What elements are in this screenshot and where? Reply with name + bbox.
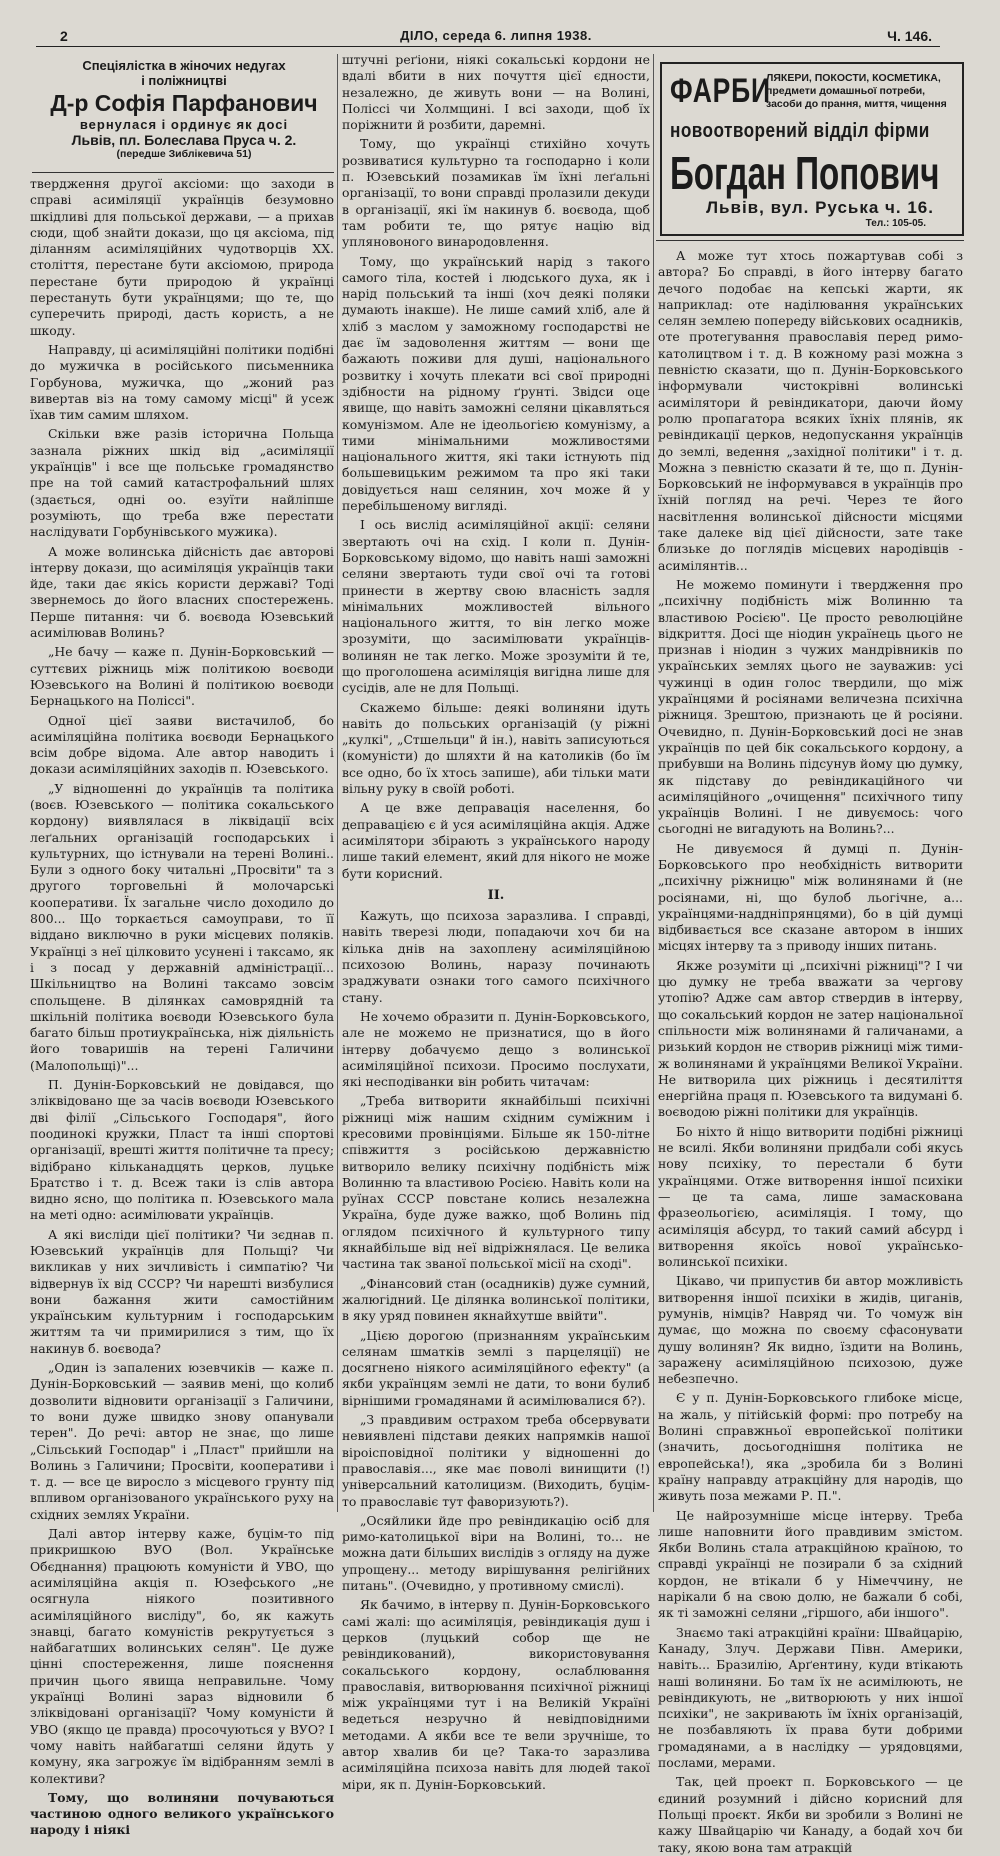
paragraph: А які висліди цієї політики? Чи зєднав п. Юзевський українців для Польщі? Чи викликав у них зичливість і симпатію? Чи відвернув їх від СССР? Чи нарешті визбулися вони бажання жити самостійним українським культурним і господарським життям та чи примирилися з тим, що їх накинув б. воєвода? bbox=[30, 1226, 334, 1356]
paragraph: Тому, що українці стихійно хочуть розвиватися культурно та господарно і коли п. Юзевський позамикав їм їхні леґальні організації, то вони справді пролазили декуди в організації, які їм накинув б. воєвода, щоб там робити те, що рятує націю від упляновоного винародовлення. bbox=[342, 136, 650, 250]
paragraph: Так, цей проект п. Борковського — це єдиний розумний і дійсно корисний для Польщі проєкт. Якби ви зробили з Волині не кажу Швайцарію чи Канаду, а бодай хоч би таку, якою вона там атракцій bbox=[658, 1774, 963, 1855]
paragraph: Далі автор інтерву каже, буцім-то під прикришкою ВУО (Вол. Українське Обєднання) працюють комуністи й УВО, що асиміляційна акція п. Юзефського „не осягнула ніякого позитивного асиміляційного висліду", бо, як кажуть знавці, багато комуністів рекрутується з найбагатших волинських селян". Це дуже цінні спостереження, лише пояснення причин цього явища неправильне. Чому українці Волині зараз відновили б зліквідовані організації? Чому комуністи й УВО (якщо це правда) просочуються у ВУО? І чому навіть найбагатші селяни йдуть у комуну, яка загрожує їм відібранням землі в колективи? bbox=[30, 1526, 334, 1786]
paragraph: Знаємо такі атракційні країни: Швайцарію, Канаду, Злуч. Держави Півн. Америки, навіть... Бразилію, Арґентину, куди втікають наші волиняни. Бо там їх не асимілюють, не ревіндикують, не „витворюють у них іншої психіки", не закривають їм їхніх організацій, не позбавляють їх права бути добрими громадянами, а в наслідку — урядовцями, послами, мерами. bbox=[658, 1624, 963, 1771]
paint-shop-advertisement bbox=[660, 62, 964, 236]
paragraph: Кажуть, що психоза заразлива. І справді, навіть тверезі люди, попадаючи хоч би на кілька днів на захоплену асиміляційною психозою Волинь, наразу починають зраджувати ознаки того самого психічного стану. bbox=[342, 908, 650, 1005]
quote-paragraph: „Цією дорогою (признанням українським селянам шматків землі з парцеляції) не досягнено ніякого асиміляційного ефекту" (а якби українцям землі не дати, то вони булиб вірнішими громадянами й асимілювалися б?). bbox=[342, 1327, 650, 1408]
running-header bbox=[60, 24, 932, 46]
paragraph: Направду, ці асиміляційні політики подібні до мужичка в російського письменника Горбунова, мужичка, що „жоний раз вивертав віз на тому самому місці" й усеж їхав тим самим шляхом. bbox=[30, 341, 334, 423]
article-column-1 bbox=[30, 176, 334, 1838]
quote-paragraph: „У відношенні до українців та політика (воєв. Юзевського — політика сокальського кордону) виявлялася в ліквідації всіх леґальних організацій господарських і культурних, що істнували на терені Волині.. Були з одного боку читальні „Просвіти" та з другого торговельні й молочарські кооперативи. Їх загальне число доходило до 800... Що торкається самоуправи, то її віддано виключно в руки місцевих поляків. Українці з неї цілковито усунені і таксамо, як і з посад у державній адміністрації... Шкільництво на Волині таксамо зовсім спольщене. В ділянках самоврядній та шкільній політика воєводи Юзевського була багато більш протиукраїнська, ніж діяльність його товаришів на терені Галичини (Малопольщі)"... bbox=[30, 780, 334, 1073]
ad-department: новоотворений відділ фірми bbox=[670, 120, 930, 142]
header-rule bbox=[36, 46, 940, 47]
paragraph: Тому, що волиняни почуваються частиною одного великого українського народу і ніякі bbox=[30, 1789, 334, 1838]
article-column-3 bbox=[658, 248, 963, 1855]
quote-paragraph: „Фінансовий стан (осадників) дуже сумний, жалюгідний. Це ділянка волинської політики, в яку уряд повинен якнайхутше ввійти". bbox=[342, 1275, 650, 1324]
ad-specialty-2: і поліжництві bbox=[141, 73, 227, 88]
paragraph: Бо ніхто й ніщо витворити подібні ріжниці не всилі. Якби волиняни придбали собі якусь нову психіку, то перестали б бути українцями. Отже витворення іншої психіки — це та сама, лише замаскована фразеольогією, асиміляція. І тому, що асиміляція абсурд, то такий самий абсурд і витворення якоїсь нової українсько-волинської психіки. bbox=[658, 1123, 963, 1270]
ad-rule bbox=[32, 172, 334, 173]
paragraph: Якже розуміти ці „психічні ріжниці"? І чи цю думку не треба вважати за чергову утопію? Адже сам автор ствердив в інтерву, що сокальський кордон не затер національної спільности між волинянами й галичанами, а ризький кордон не створив ріжниці між тими-ж волинянами й українцями Великої України. Не витворила цих ріжниць і десятиліття енергійна праця п. Юзевського та видумані б. воєводою ріжні політики для українців. bbox=[658, 957, 963, 1120]
paragraph: Не можемо поминути і твердження про „психічну подібність між Волинню та властивою Росією". Це просто революційне відкриття. Досі ще ніодин українець цього не признав і ніодин з чужих мандрівників по українських землях цього не зауважив: усі чужинці в один голос твердили, що між українцями й росіянами величезна психічна ріжниця. Зрештою, признають це й росіяни. Очевидно, п. Дунін-Борковський досі не знав українців по цей бік сокальського кордону, а прибувши на Волинь підсунув йому цю думку, як підставу до ревіндикаційного чи асиміляційного „очищення" психічного типу українців Волині. І не дивуємось: чого сьогодні не вигадують на Волинь?... bbox=[658, 576, 963, 837]
quote-paragraph: „Один із запалених юзевчиків — каже п. Дунін-Борковський — заявив мені, що колиб дозволити відновити організації з Галичини, то вони дуже швидко знову опанували терен". До речі: автор не знає, що лише „Сільський Господар" і „Пласт" прийшли на Волинь з Галичини; Просвіти, кооперативи і т. д. — все це виросло з місцевого грунту під впливом організованого українського руху на східних землях України. bbox=[30, 1360, 334, 1522]
paragraph: Є у п. Дунін-Борковського глибоке місце, на жаль, у пітійській формі: про потребу на Волині справжньої европейської політики (значить, досьогоднішня політика не европейська!), яка „зробила би з Волині країну направду атракційну для народів, що живуть поза межами Р. П.". bbox=[658, 1390, 963, 1504]
paragraph: Тому, що український нарід з такого самого тіла, костей і людського духа, як і нарід польський та інші (хоч деякі поляки думають інакше). Не лише самий хліб, але й хліб з маслом у заможному господарстві не дає їм задоволення життям — вони ще бажають поживи для душі, національного розвитку і хочуть плекати всі свої природні здібности на рідному ґрунті. Звідси оце явище, що навіть заможні селяни цікавляться комунізмом. Але не ідеольогією комунізму, а тими мінімальними можливостями національного життя, які таки істнують під большевицьким режимом та про які таки довідується наш селянин, хоч може й у перебільшеному вигляді. bbox=[342, 253, 650, 514]
ad-phone: Тел.: 105-05. bbox=[865, 218, 926, 229]
column-divider bbox=[337, 54, 338, 1512]
paragraph: твердження другої аксіоми: що заходи в справі асиміляції українців безумовно шкідливі для польської держави, — а прихав сюди, щоб знайти докази, що ця аксіома, під діланням асиміляційних чудотворців XX. століття, перестане бути аксіомою, природа перестане бути природою й українці перестануть бути українцями; що те, що суперечить природі, дасть користь, а не шкоду. bbox=[30, 176, 334, 338]
article-column-2 bbox=[342, 52, 650, 1792]
paragraph: Як бачимо, в інтерву п. Дунін-Борковського самі жалі: що асиміляція, ревіндикація душ і церков (луцький собор ще не ревіндикований), використовування сокальського кордону, ослаблювання православія, витворювання психічної ріжниці між українцями тут і на Великій Україні ведеться незручно й невідповідними методами. А якби все те вели зручніше, то автор хвалив би це? Така-то заразлива асиміляційна психоза навіть для людей такої міри, як п. Дунін-Борковський. bbox=[342, 1597, 650, 1792]
paragraph: Це найрозумніше місце інтерву. Треба лише наповнити його правдивим змістом. Якби Волинь стала атракційною країною, то справді українці не позирали б за східний кордон, не втікали б у Німеччину, не нарікали б на свою долю, не бажали б собі, як ті заможні селяни „гіршого, аби іншого". bbox=[658, 1507, 963, 1621]
ad-address: Львів, пл. Болеслава Пруса ч. 2. bbox=[71, 132, 297, 148]
ad-specialty: Спеціялістка в жіночих недугах bbox=[82, 58, 286, 73]
paragraph: А може волинська дійсність дає авторові інтерву докази, що асиміляція українців таки йде, таки дає якісь користи державі? Тоді звернемось до його власних спостережень. Перше питання: чи б. воєвода Юзевський асимілював Волинь? bbox=[30, 543, 334, 641]
quote-paragraph: „Треба витворити якнайбільші психічні ріжниці між нашим східним суміжним і кресовими провінціями. Більше як 150-літне співжиття з російською державністю витворило велику психічну подібність між Волинню та властивою Росією. Навіть коли на руїнах СССР повстане колись незалежна Україна, буде дуже важко, щоб Волинь під оглядом психічного й культурного типу якнайбільше від неї відріжнялася. Це велика частина так званої польської місії на сході". bbox=[342, 1093, 650, 1272]
paragraph: Цікаво, чи припустив би автор можливість витворення іншої психіки в жидів, циганів, румунів, німців? Навряд чи. То чомуж він думає, що можна по своєму сфасонувати душу волинян? Як видно, їздити на Волинь, заражену асиміляційною психозою, дуже небезпечно. bbox=[658, 1273, 963, 1387]
quote-paragraph: „Осяйлики йде про ревіндикацію осіб для римо-католицької віри на Волині, то... не можна дати більших вислідів з огляду на дуже упрощену... методу вирішування релігійних питань". (Очевидно, у противному смислі). bbox=[342, 1512, 650, 1594]
paragraph: Скільки вже разів історична Польща зазнала ріжних шкід від „асиміляції українців" і все ще польське громадянство пре на той самий катастрофальний шлях (здається, одні оо. езуїти найліпше розуміють, що треба вже перестати наслідувати Горбунівського мужика). bbox=[30, 426, 334, 540]
ad-rule bbox=[656, 240, 964, 241]
section-heading: II. bbox=[487, 887, 505, 903]
page-number: 2 bbox=[60, 28, 68, 44]
paragraph: штучні реґіони, ніякі сокальські кордони не вдалі вбити в них почуття цієї єдности, незалежно, де живуть вони — на Волині, Поліссі чи Холмщині. І всі заходи, щоб їх поріжнити й розбити, даремні. bbox=[342, 52, 650, 133]
ad-firm-address: Львів, вул. Руська ч. 16. bbox=[706, 198, 934, 217]
quote-paragraph: „З правдивим острахом треба обсервувати невиявлені підстави деяких напрямків нашої віроісповідної політики у відношенні до православія..., яке має поволі винищити (!) універсальний католицизм. (Виходить, буцім-то православіє тут фаворизують?). bbox=[342, 1412, 650, 1509]
ad-firm-name: Богдан Попович bbox=[670, 147, 940, 199]
issue-number: Ч. 146. bbox=[887, 28, 932, 44]
paragraph: Не хочемо образити п. Дунін-Борковського, але не можемо не признатися, що в його інтерву добачуємо дещо з волинської асиміляційної психози. Просимо послухати, які несподіванки він робить читачам: bbox=[342, 1008, 650, 1090]
paragraph: Скажемо більше: деякі волиняни ідуть навіть до польських організацій (у ріжні „кулкі", „Стшельци" й ін.), навіть записуються (комуністи) до шляхти й на католиків (бо їм все одно, бо їх хтось запише), аби тільки мати вільну руку в своїй роботі. bbox=[342, 699, 650, 797]
ad-paint-word: ФАРБИ bbox=[670, 72, 771, 110]
ad-doctor-name: Д-р Софія Парфанович bbox=[50, 90, 318, 116]
doctor-advertisement bbox=[34, 58, 334, 170]
masthead-dateline: ДІЛО, середа 6. липня 1938. bbox=[400, 28, 592, 43]
paragraph: А може тут хтось пожартував собі з автора? Бо справді, в його інтерву багато дечого подобає на кепські жарти, як наприклад: оте наділювання українських селян землею попереду військових осадників, оте протегування православія перед римо-католицтвом і т. д. В кожному разі можна з певністю сказати, що п. Дунін-Борковського інформували чистокрівні волинські асимілятори й ревіндикатори, даючи йому ролю пропагатора всяких їхніх плянів, як ревіндикації церков, недопускання українців до землі, ведення „західної політики" і т. д. Можна з певністю сказати й те, що п. Дунін-Борковський не інформувався в українців про їхній погляд на речі. Через те його насвітлення волинської дійсности місцями таке далеке від цієї дійсности, зате таке близьке до поглядів місцевих народівців - асимілянтів... bbox=[658, 248, 963, 573]
ad-notice: вернулася і ординує як досі bbox=[79, 117, 289, 132]
paragraph: А це вже деправація населення, бо деправацією є й уся асиміляційна акція. Адже асимілятори збірають з українського народу лише такий елемент, який для нікого не може бути корисний. bbox=[342, 800, 650, 881]
paragraph: Не дивуємося й думці п. Дунін-Борковського про необхідність витворити „психічну ріжницю" між волинянами й (не росіянами, ні, що булоб льогічне, а... українцями-наддніпрянцями), бо в цій думці відбивається все сказане автором в інших місцях інтерву та з приводу інших питань. bbox=[658, 840, 963, 954]
quote-paragraph: „Не бачу — каже п. Дунін-Борковський — суттєвих ріжниць між політикою воєводи Юзевського на Волині й політикою воєводи Бернацького на Поліссі". bbox=[30, 644, 334, 709]
ad-note: (передше Зиблікевича 51) bbox=[116, 148, 252, 160]
column-divider bbox=[653, 54, 654, 1512]
paragraph: П. Дунін-Борковський не довідався, що зліквідовано ще за часів воєводи Юзевського дві філії „Сільського Господаря", його поодинокі кружки, Пласт та інші спортові організації, врешті життя політичне та пресу; відібрано кільканадцять церков, луцьке Братство і т. д. Всеж таки із слів автора видно ясно, що політика п. Юзевського мала на меті одно: асимілювати українців. bbox=[30, 1077, 334, 1223]
paragraph: Одної цієї заяви вистачилоб, бо асиміляційна політика воєводи Бернацького всім добре відома. Але автор наводить і докази асиміляційних заходів п. Юзевського. bbox=[30, 712, 334, 777]
paragraph: І ось вислід асиміляційної акції: селяни звертають очі на схід. І коли п. Дунін-Борковському відомо, що навіть наші заможні селяни звертають туди свої очі та готові принести в жертву свою власність задля мінімальних можливостей вільного національного життя, то він легко може зрозуміти, що засимілювати українців-волинян не так легко. Може зрозуміти й те, що проголошена асиміляція вигідна лише для сусідів, але не для Польщі. bbox=[342, 517, 650, 696]
ad-goods-list: ЛЯКЕРИ, ПОКОСТИ, КОСМЕТИКА, предмети домашньої потреби, засоби до прання, миття, чищення bbox=[766, 72, 947, 110]
